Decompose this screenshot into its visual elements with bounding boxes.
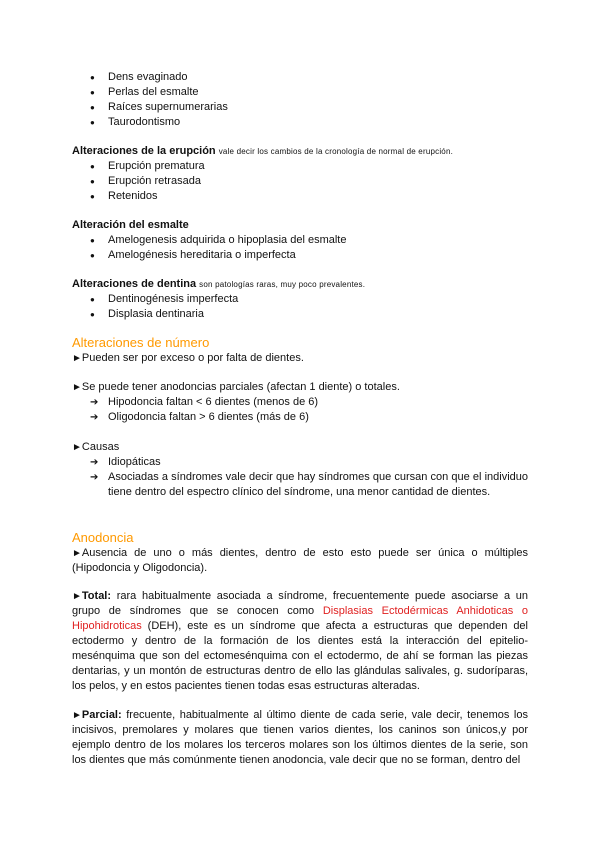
list-item: ● Perlas del esmalte xyxy=(72,85,528,100)
triangle-bullet-icon: ► xyxy=(72,382,82,393)
section-numero-anodoncias xyxy=(72,380,528,425)
triangle-bullet-icon: ► xyxy=(72,710,82,721)
arrow-icon: ➔ xyxy=(90,457,99,468)
arrow-list-item: ➔ Idiopáticas xyxy=(90,456,161,468)
arrow-list-item: ➔ Oligodoncia faltan > 6 dientes (más de 6) xyxy=(90,411,309,423)
triangle-bullet-icon: ► xyxy=(72,353,82,364)
list-item: ● Taurodontismo xyxy=(72,115,528,130)
section-anodoncia xyxy=(72,529,528,576)
list-item: ● Dentinogénesis imperfecta xyxy=(72,292,528,307)
heading-dentina: Alteraciones de dentina xyxy=(72,278,197,290)
bullet-list-anomalies xyxy=(72,70,528,130)
highlight-deh: Displasias Ectodérmicas Anhidoticas o Hipohidroticas xyxy=(72,605,528,632)
paragraph-total: ►Total: rara habitualmente asociada a síndrome, frecuentemente puede asociarse a un grupo de síndromes que se conocen como Displasias Ectodérmicas Anhidoticas o Hipohidroticas (DEH), este es un síndrome que afecta a estructuras que dependen del ectodermo y dentro de la formación de los dientes está la interacción del epitelio-mesénquima que son del ectomesénquima con el ectodermo, de ahí se forman las piezas dentarias, y un montón de estructuras dentro de ello las glándulas salivales, g. sudoríparas, los pelos, y en estos pacientes tienen todas esas estructuras alteradas. xyxy=(72,590,529,692)
list-item: ● Amelogenesis adquirida o hipoplasia del esmalte xyxy=(72,233,528,248)
heading-erupcion: Alteraciones de la erupción xyxy=(72,145,216,157)
arrow-icon: ➔ xyxy=(90,397,99,408)
list-item: ● Displasia dentinaria xyxy=(72,307,528,322)
section-erupcion xyxy=(72,144,528,204)
arrow-list-item: ➔ Asociadas a síndromes vale decir que hay síndromes que cursan con que el individuo tiene dentro del espectro clínico del síndrome, una menor cantidad de dientes. xyxy=(90,471,528,498)
list-item: ● Erupción retrasada xyxy=(72,174,528,189)
paragraph-numero-2: ►Se puede tener anodoncias parciales (afectan 1 diente) o totales. xyxy=(72,381,400,393)
section-esmalte xyxy=(72,218,528,263)
arrow-icon: ➔ xyxy=(90,472,99,483)
note-erupcion: vale decir los cambios de la cronología de normal de erupción. xyxy=(218,147,454,156)
list-item: ● Dens evaginado xyxy=(72,70,528,85)
section-numero-causas xyxy=(72,440,528,500)
heading-esmalte: Alteración del esmalte xyxy=(72,219,189,231)
triangle-bullet-icon: ► xyxy=(72,591,82,602)
note-dentina: son patologías raras, muy poco prevalentes. xyxy=(199,280,366,289)
list-item: ● Erupción prematura xyxy=(72,159,528,174)
heading-anodoncia: Anodoncia xyxy=(72,530,134,545)
triangle-bullet-icon: ► xyxy=(72,442,82,453)
paragraph-parcial: ►Parcial: frecuente, habitualmente al último diente de cada serie, vale decir, tenemos los incisivos, premolares y molares que tienen varios dientes, los caninos son únicos,y por ejemplo dentro de los molares los terceros molares son los últimos dientes de la serie, son los dientes que más comúnmente tienen anodoncia, vale decir que no se forman, dentro del xyxy=(72,709,528,766)
arrow-list-item: ➔ Hipodoncia faltan < 6 dientes (menos de 6) xyxy=(90,396,319,408)
section-numero xyxy=(72,334,528,366)
list-item: ● Retenidos xyxy=(72,189,528,204)
paragraph-numero-3: ►Causas xyxy=(72,441,120,453)
paragraph-numero-1: ►Pueden ser por exceso o por falta de dientes. xyxy=(72,352,304,364)
arrow-icon: ➔ xyxy=(90,412,99,423)
label-parcial: Parcial: xyxy=(81,709,122,721)
section-dentina xyxy=(72,277,528,322)
heading-numero: Alteraciones de número xyxy=(72,335,210,350)
list-item: ● Raíces supernumerarias xyxy=(72,100,528,115)
list-item: ● Amelogénesis hereditaria o imperfecta xyxy=(72,248,528,263)
triangle-bullet-icon: ► xyxy=(72,548,82,559)
label-total: Total: xyxy=(81,590,112,602)
paragraph-anodoncia-1: ►Ausencia de uno o más dientes, dentro de esto esto puede ser única o múltiples (Hipodoncia y Oligodoncia). xyxy=(72,547,528,574)
